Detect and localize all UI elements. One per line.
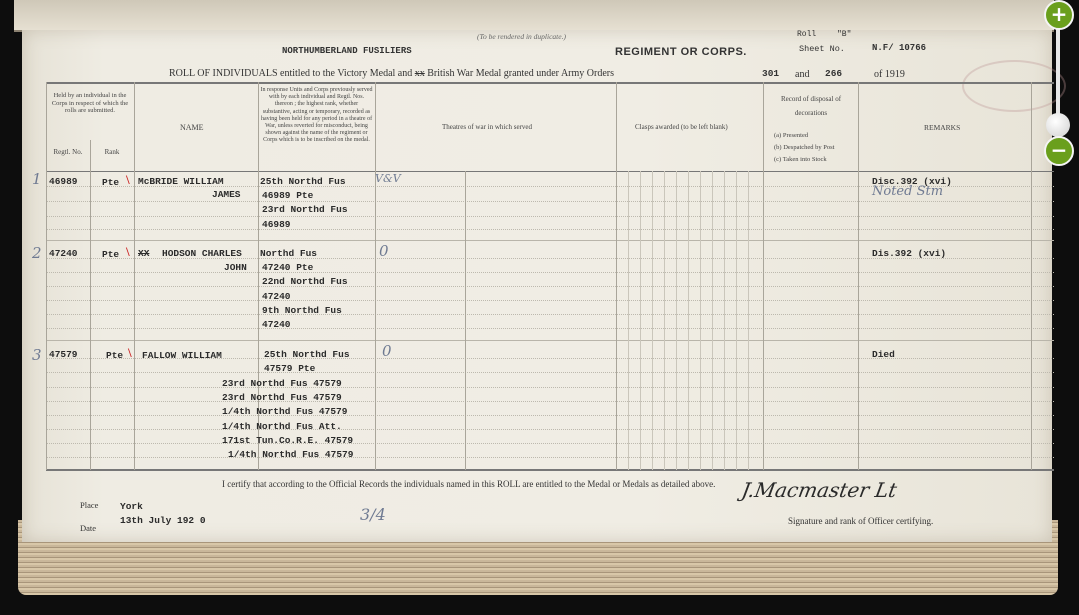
disposal-b: (b) Despatched by Post <box>774 144 835 151</box>
col-rule <box>90 140 91 470</box>
officer-signature: J.Macmaster Lt <box>739 478 899 502</box>
entry-rank: Pte <box>106 350 124 361</box>
roll-title-rest: British War Medal granted under Army Orders <box>427 68 614 79</box>
entry-regtl-no: 46989 <box>49 176 78 187</box>
duplicate-note: (To be rendered in duplicate.) <box>477 32 566 41</box>
entry-name: HODSON CHARLES <box>162 248 242 259</box>
clasp-rule <box>724 171 725 470</box>
entry-regtl-no: 47579 <box>49 349 78 360</box>
unit-line: 9th Northd Fus <box>262 305 342 316</box>
clasp-rule <box>736 171 737 470</box>
entry-name-2: JOHN <box>224 262 247 273</box>
ruled-line <box>46 272 1054 273</box>
col-rule <box>1031 82 1032 470</box>
unit-line: 47240 <box>262 319 291 330</box>
ruled-line <box>46 201 1054 202</box>
table-top-rule <box>46 82 1054 84</box>
unit-line: 47240 <box>262 291 291 302</box>
row-divider-2 <box>46 340 1054 341</box>
red-tick: \ <box>126 244 130 259</box>
disposal-a: (a) Presented <box>774 132 809 139</box>
row-divider-1 <box>46 240 1054 241</box>
col-units: In response Units and Corps previously served with by each individual and Regtl. Nos. thereon ; the highest rank, whether substantive, acting or temporary, recorded as having been held for any period in a theatre of War, unless reverted for misconduct, being shown against the name of the regiment or Corps which is to be inscribed on the medal. <box>260 87 373 144</box>
date-value: 13th July 192 0 <box>120 515 206 526</box>
col-rule <box>375 82 376 470</box>
unit-line: 1/4th Northd Fus 47579 <box>228 449 354 460</box>
clasp-rule <box>712 171 713 470</box>
col-rule <box>46 82 47 470</box>
unit-line: 47579 Pte <box>264 363 316 374</box>
ruled-line <box>46 457 1054 458</box>
red-tick: \ <box>126 172 130 187</box>
entry-name: FALLOW WILLIAM <box>142 350 222 361</box>
entry-mark: 2 <box>32 244 42 262</box>
ruled-line <box>46 372 1054 373</box>
entry-regtl-no: 47240 <box>49 248 78 259</box>
entry-name-2: JAMES <box>212 189 241 200</box>
col-clasps: Clasps awarded (to be left blank) <box>635 123 728 131</box>
previous-page-edge <box>14 0 1054 32</box>
unit-line: 25th Northd Fus <box>264 349 350 360</box>
red-tick: \ <box>128 345 132 360</box>
header-bottom-rule <box>46 171 1054 172</box>
date-label: Date <box>80 523 97 533</box>
clasp-rule <box>628 171 629 470</box>
sheet-label: Sheet No. <box>799 44 845 54</box>
clasp-rule <box>688 171 689 470</box>
pencil-note: V&V <box>375 172 401 185</box>
unit-line: 171st Tun.Co.R.E. 47579 <box>222 435 354 446</box>
unit-line: 47240 Pte <box>262 262 314 273</box>
col-regtl-no: Regtl. No. <box>53 148 83 156</box>
entry-rank: Pte <box>102 249 120 260</box>
remarks-note: Noted Stm <box>872 184 944 199</box>
disposal-c: (c) Taken into Stock <box>774 156 827 163</box>
zoom-slider-handle[interactable] <box>1046 113 1070 137</box>
col-disposal: Record of disposal of decorations <box>780 95 842 117</box>
entry-mark: 1 <box>32 170 42 188</box>
unit-line: 23rd Northd Fus 47579 <box>222 378 342 389</box>
ruled-line <box>46 387 1054 388</box>
roll-title-text: ROLL OF INDIVIDUALS entitled to the Victory Medal and <box>169 68 413 79</box>
regiment-name: NORTHUMBERLAND FUSILIERS <box>282 46 412 56</box>
unit-line: 1/4th Northd Fus Att. <box>222 421 342 432</box>
unit-line: 46989 <box>262 219 291 230</box>
unit-line: 23rd Northd Fus 47579 <box>222 392 342 403</box>
ruled-line <box>46 314 1054 315</box>
ruled-line <box>46 216 1054 217</box>
zoom-in-button[interactable]: + <box>1044 0 1074 30</box>
ruled-line <box>46 443 1054 444</box>
col-name: NAME <box>180 123 204 132</box>
entry-remarks: Died <box>872 349 895 360</box>
entry-remarks: Disc.392 (xvi) <box>872 176 952 187</box>
col-rule <box>763 82 764 470</box>
clasp-rule <box>700 171 701 470</box>
ruled-line <box>46 429 1054 430</box>
clasp-rule <box>640 171 641 470</box>
clasp-rule <box>748 171 749 470</box>
unit-line: Northd Fus <box>260 248 318 259</box>
col-rule <box>858 82 859 470</box>
unit-line: 22nd Northd Fus <box>262 276 348 287</box>
unit-line: 25th Northd Fus <box>260 176 346 187</box>
col-rule <box>465 171 466 470</box>
ruled-line <box>46 229 1054 230</box>
roll-label: Roll <box>797 30 817 39</box>
certification-text: I certify that according to the Official Records the individuals named in this ROLL are entitled to the Medal or Medals as detailed above. <box>222 479 716 489</box>
regiment-label: REGIMENT OR CORPS. <box>615 46 747 58</box>
pencil-note: 0 <box>379 242 389 260</box>
of-year: of 1919 <box>874 69 905 80</box>
col-rank: Rank <box>104 148 120 156</box>
entry-mark: 3 <box>32 346 42 364</box>
ruled-line <box>46 328 1054 329</box>
place-label: Place <box>80 500 99 510</box>
ruled-line <box>46 415 1054 416</box>
zoom-out-button[interactable]: − <box>1044 136 1074 166</box>
clasp-rule <box>664 171 665 470</box>
roll-page <box>22 30 1052 542</box>
pencil-note: 3/4 <box>360 505 386 524</box>
col-held-by: Held by an individual in the Corps in respect of which the rolls are submitted. <box>51 92 129 114</box>
order-b: 266 <box>825 68 843 79</box>
pencil-note: 0 <box>382 342 392 360</box>
entry-name: McBRIDE WILLIAM <box>138 176 224 187</box>
unit-line: 46989 Pte <box>262 190 314 201</box>
entry-rank: Pte <box>102 177 120 188</box>
roll-value: "B" <box>837 30 852 39</box>
struck-text: XX <box>138 248 150 259</box>
col-rule <box>134 82 135 470</box>
entry-remarks: Dis.392 (xvi) <box>872 248 947 259</box>
table-bottom-rule <box>46 469 1054 471</box>
clasp-rule <box>676 171 677 470</box>
unit-line: 23rd Northd Fus <box>262 204 348 215</box>
ruled-line <box>46 401 1054 402</box>
ruled-line <box>46 300 1054 301</box>
struck-text: xx <box>414 68 425 79</box>
col-rule <box>616 82 617 470</box>
order-a: 301 <box>762 68 780 79</box>
col-theatres: Theatres of war in which served <box>442 123 532 131</box>
signature-caption: Signature and rank of Officer certifying. <box>788 516 934 526</box>
place-value: York <box>120 501 143 512</box>
clasp-rule <box>652 171 653 470</box>
zoom-control <box>1044 0 1072 170</box>
unit-line: 1/4th Northd Fus 47579 <box>222 406 348 417</box>
ruled-line <box>46 286 1054 287</box>
roll-title <box>169 68 614 79</box>
col-remarks: REMARKS <box>924 123 961 132</box>
and-label: and <box>795 69 810 80</box>
sheet-value: N.F/ 10766 <box>872 43 927 53</box>
